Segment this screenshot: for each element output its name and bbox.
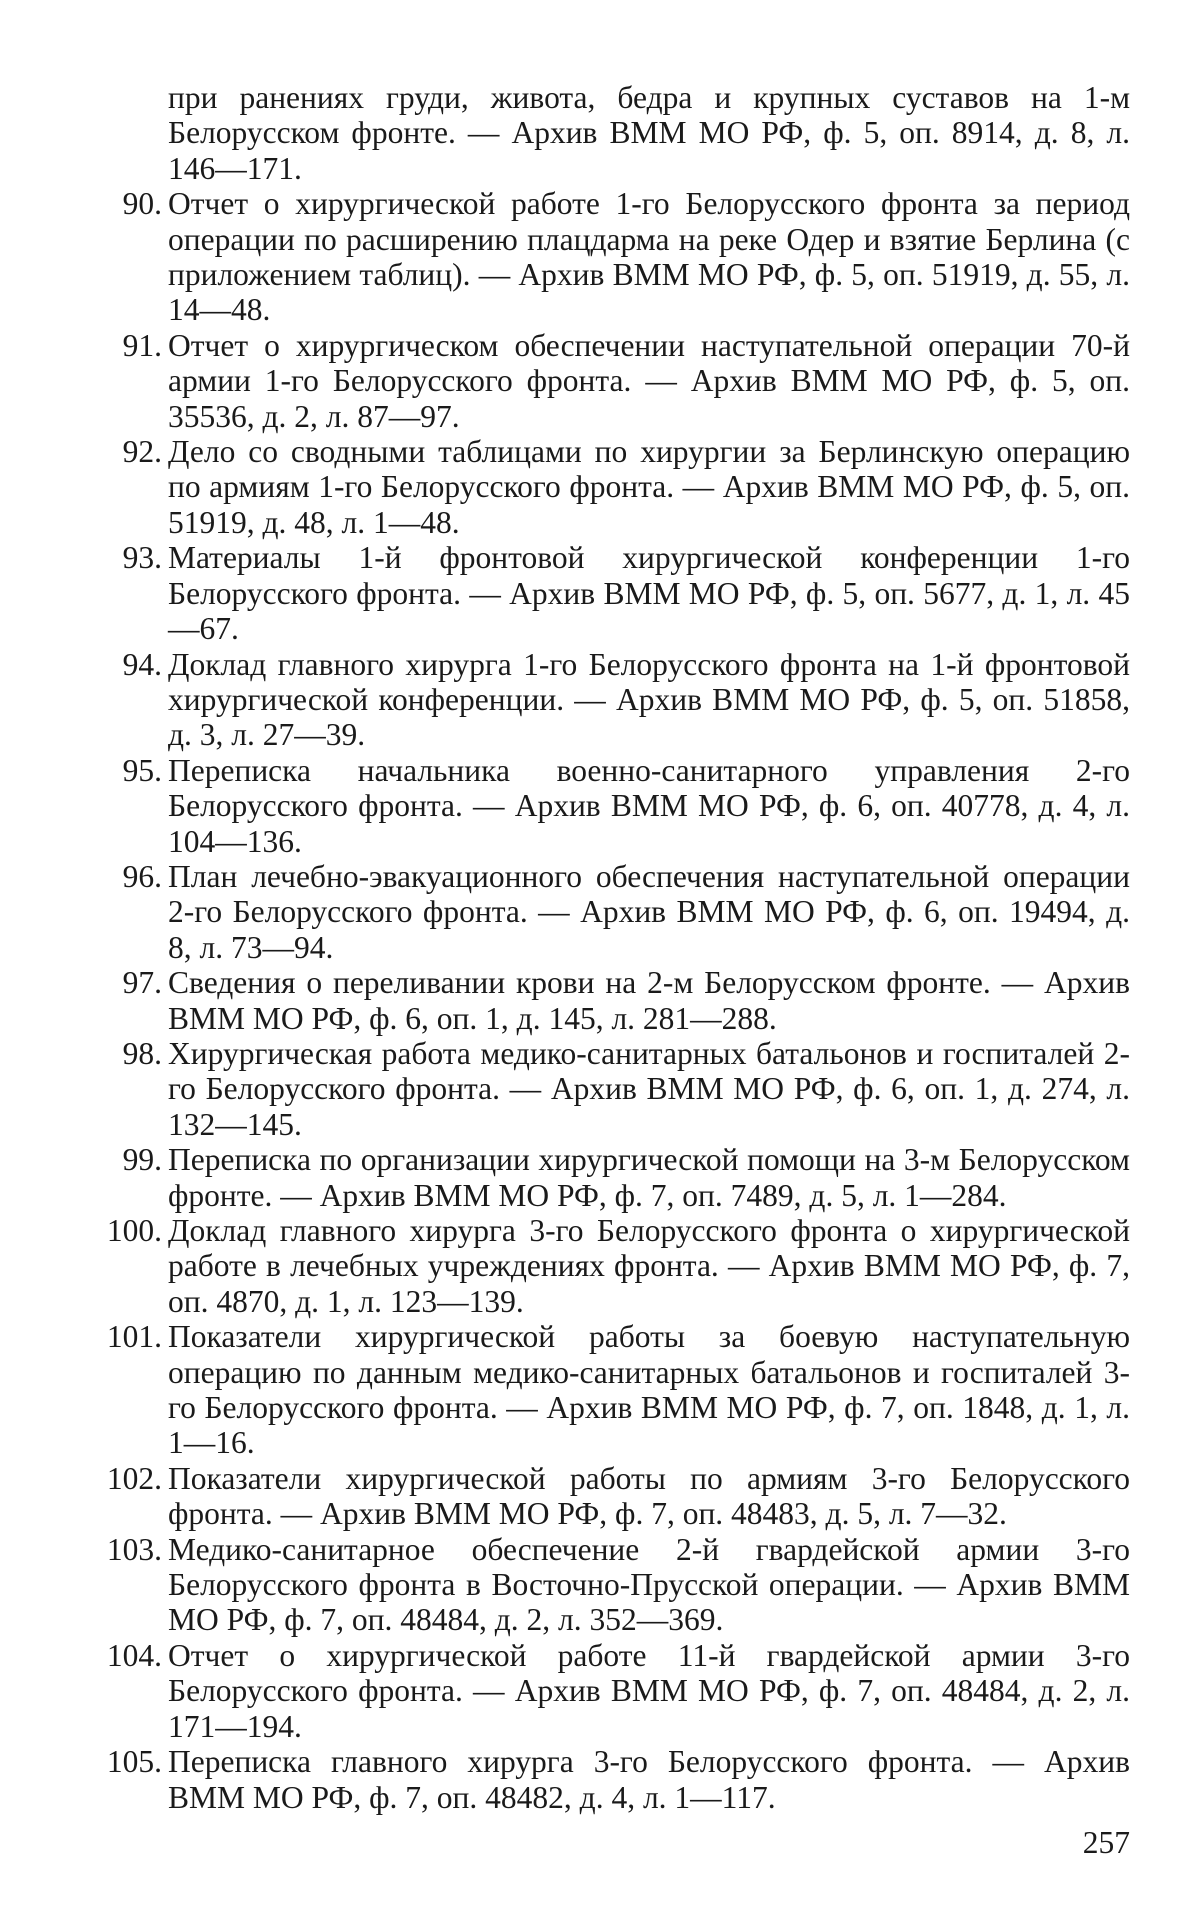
- reference-number: 100.: [106, 1213, 162, 1248]
- reference-number: 97.: [122, 965, 162, 1001]
- reference-text: Доклад главного хирурга 1-го Белорусского фронта на 1-й фронтовой хирургической конференции. — Архив ВММ МО РФ, ф. 5, оп. 51858, д. 3, л. 27—39.: [168, 646, 1130, 753]
- reference-number: 91.: [122, 327, 162, 363]
- reference-item: [100, 1036, 1130, 1142]
- reference-item: [100, 1319, 1130, 1461]
- reference-text: Медико-санитарное обеспечение 2-й гвардейской армии 3-го Белорусского фронта в Восточно-Прусской операции. — Архив ВММ МО РФ, ф. 7, оп. 48484, д. 2, л. 352—369.: [168, 1531, 1130, 1638]
- reference-text: Отчет о хирургическом обеспечении наступательной операции 70-й армии 1-го Белорусского фронта. — Архив ВММ МО РФ, ф. 5, оп. 35536, д. 2, л. 87—97.: [168, 327, 1130, 434]
- reference-number: 105.: [106, 1744, 162, 1780]
- reference-item: [100, 1638, 1130, 1744]
- reference-text: Материалы 1-й фронтовой хирургической конференции 1-го Белорусского фронта. — Архив ВММ МО РФ, ф. 5, оп. 5677, д. 1, л. 45—67.: [168, 540, 1130, 647]
- reference-item: [100, 80, 1130, 186]
- reference-item: [100, 753, 1130, 859]
- reference-number: 94.: [122, 646, 162, 682]
- reference-number: 99.: [122, 1142, 162, 1178]
- reference-text: Дело со сводными таблицами по хирургии за Берлинскую операцию по армиям 1-го Белорусского фронта. — Архив ВММ МО РФ, ф. 5, оп. 51919, д. 48, л. 1—48.: [168, 434, 1130, 540]
- reference-text: Переписка начальника военно-санитарного управления 2-го Белорусского фронта. — Архив ВММ МО РФ, ф. 6, оп. 40778, д. 4, л. 104—136.: [168, 752, 1130, 859]
- reference-item: [100, 1213, 1130, 1319]
- reference-item: [100, 1461, 1130, 1532]
- reference-item: [100, 540, 1130, 646]
- reference-text: Отчет о хирургической работе 1-го Белорусского фронта за период операции по расширению плацдарма на реке Одер и взятие Берлина (с приложением таблиц). — Архив ВММ МО РФ, ф. 5, оп. 51919, д. 55, л. 14—48.: [168, 186, 1130, 328]
- reference-item: [100, 1532, 1130, 1638]
- reference-text: Переписка главного хирурга 3-го Белорусского фронта. — Архив ВММ МО РФ, ф. 7, оп. 48482, д. 4, л. 1—117.: [168, 1744, 1130, 1815]
- reference-text: Переписка по организации хирургической помощи на 3-м Белорусском фронте. — Архив ВММ МО РФ, ф. 7, оп. 7489, д. 5, л. 1—284.: [168, 1142, 1130, 1213]
- reference-text: Сведения о переливании крови на 2-м Белорусском фронте. — Архив ВММ МО РФ, ф. 6, оп. 1, д. 145, л. 281—288.: [168, 965, 1130, 1036]
- reference-item: [100, 186, 1130, 328]
- reference-text: Показатели хирургической работы за боевую наступательную операцию по данным медико-санитарных батальонов и госпиталей 3-го Белорусского фронта. — Архив ВММ МО РФ, ф. 7, оп. 1848, д. 1, л. 1—16.: [168, 1319, 1130, 1461]
- reference-number: 90.: [122, 186, 162, 222]
- reference-text: при ранениях груди, живота, бедра и крупных суставов на 1-м Белорусском фронте. — Архив ВММ МО РФ, ф. 5, оп. 8914, д. 8, л. 146—171.: [168, 80, 1130, 186]
- reference-number: 104.: [106, 1637, 162, 1673]
- reference-number: 92.: [122, 434, 162, 470]
- reference-number: 96.: [122, 858, 162, 894]
- reference-item: [100, 859, 1130, 965]
- reference-number: 102.: [106, 1460, 162, 1496]
- reference-item: [100, 965, 1130, 1036]
- reference-item: [100, 1142, 1130, 1213]
- page-number: 257: [1082, 1825, 1130, 1860]
- reference-item: [100, 1744, 1130, 1815]
- reference-item: [100, 434, 1130, 540]
- reference-number: 95.: [122, 752, 162, 788]
- reference-text: Доклад главного хирурга 3-го Белорусского фронта о хирургической работе в лечебных учреждениях фронта. — Архив ВММ МО РФ, ф. 7, оп. 4870, д. 1, л. 123—139.: [168, 1213, 1130, 1319]
- reference-item: [100, 647, 1130, 753]
- reference-list: [100, 80, 1130, 1815]
- reference-text: Хирургическая работа медико-санитарных батальонов и госпиталей 2-го Белорусского фронта. — Архив ВММ МО РФ, ф. 6, оп. 1, д. 274, л. 132—145.: [168, 1035, 1130, 1142]
- reference-number: 93.: [122, 540, 162, 576]
- reference-number: 98.: [122, 1035, 162, 1071]
- reference-item: [100, 328, 1130, 434]
- reference-text: План лечебно-эвакуационного обеспечения наступательной операции 2-го Белорусского фронта. — Архив ВММ МО РФ, ф. 6, оп. 19494, д. 8, л. 73—94.: [168, 858, 1130, 965]
- reference-text: Показатели хирургической работы по армиям 3-го Белорусского фронта. — Архив ВММ МО РФ, ф. 7, оп. 48483, д. 5, л. 7—32.: [168, 1460, 1130, 1532]
- reference-number: 103.: [106, 1531, 162, 1567]
- reference-number: 101.: [106, 1319, 162, 1355]
- reference-text: Отчет о хирургической работе 11-й гвардейской армии 3-го Белорусского фронта. — Архив ВММ МО РФ, ф. 7, оп. 48484, д. 2, л. 171—194.: [168, 1637, 1130, 1744]
